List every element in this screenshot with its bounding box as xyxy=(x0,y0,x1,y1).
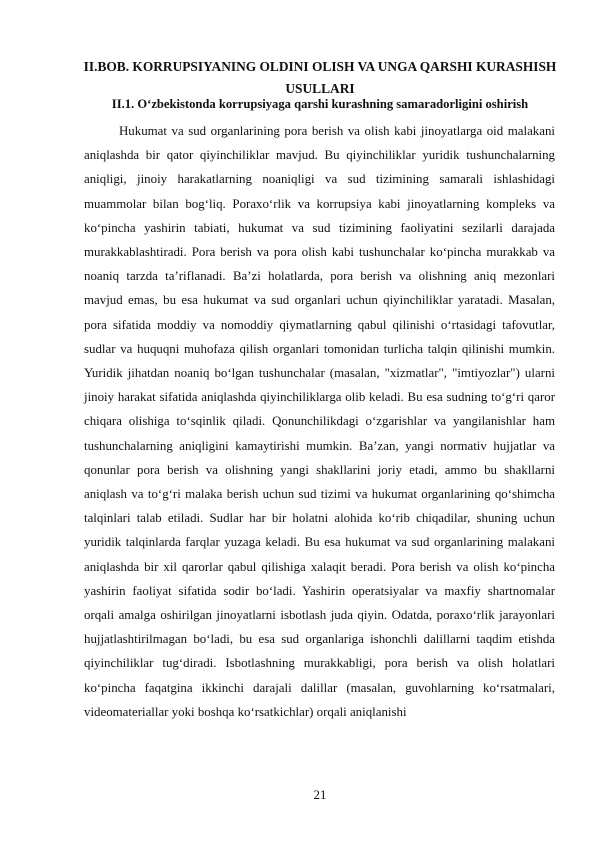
page-number: 21 xyxy=(313,788,327,802)
body-paragraph: Hukumat va sud organlarining pora berish va olish kabi jinoyatlarga oid malakani aniqlashda bir qator qiyinchiliklar mavjud. Bu qiyinchiliklar yuridik tushunchalarning aniqligi, jinoiy harakatlarning noaniqligi va sud tizimining samarali ishlashidagi muammolar bilan bog‘liq. Poraxo‘rlik va korrupsiya kabi jinoyatlarning kompleks va ko‘pincha yashirin tabiati, hukumat va sud tizimining faoliyatini sezilarli darajada murakkablashtiradi. Pora berish va pora olish kabi tushunchalar ko‘pincha murakkab va noaniq tarzda ta’riflanadi. Ba’zi holatlarda, pora berish va olishning aniq mezonlari mavjud emas, bu esa hukumat va sud organlari uchun qiyinchiliklar yaratadi. Masalan, pora sifatida moddiy va nomoddiy qiymatlarning qabul qilinishi o‘rtasidagi tafovutlar, sudlar va huquqni muhofaza qilish organlari tomonidan turlicha talqin qilinishi mumkin. Yuridik jihatdan noaniq bo‘lgan tushunchalar (masalan, "xizmatlar", "imtiyozlar") ularni jinoiy harakat sifatida aniqlashda qiyinchiliklarga olib keladi. Bu esa sudning to‘g‘ri qaror chiqara olishiga to‘sqinlik qiladi. Qonunchilikdagi o‘zgarishlar va yangilanishlar ham tushunchalarning aniqligini kamaytirishi mumkin. Ba’zan, yangi normativ hujjatlar va qonunlar pora berish va olishning yangi shakllarini joriy etadi, ammo bu shakllarni aniqlash va to‘g‘ri malaka berish uchun sud tizimi va hukumat organlarining qo‘shimcha talqinlari talab etiladi. Sudlar har bir holatni alohida ko‘rib chiqadilar, shuning uchun yuridik talqinlarda farqlar yuzaga keladi. Bu esa hukumat va sud organlarining malakani aniqlashda bir xil qarorlar qabul qilishiga xalaqit beradi. Pora berish va olish ko‘pincha yashirin faoliyat sifatida sodir bo‘ladi. Yashirin operatsiyalar va maxfiy shartnomalar orqali amalga oshirilgan jinoyatlarni isbotlash juda qiyin. Odatda, poraxo‘rlik jarayonlari hujjatlashtirilmagan bo‘ladi, bu esa sud organlariga ishonchli dalillarni taqdim etishda qiyinchiliklar tug‘diradi. Isbotlashning murakkabligi, pora berish va olish holatlari ko‘pincha faqatgina ikkinchi darajali dalillar (masalan, guvohlarning ko‘rsatmalari, videomateriallar yoki boshqa ko‘rsatkichlar) orqali aniqlanishi xyxy=(84,124,555,719)
section-title: II.1. O‘zbekistonda korrupsiyaga qarshi kurashning samaradorligini oshirish xyxy=(111,97,529,111)
chapter-title: II.BOB. KORRUPSIYANING OLDINI OLISH VA UNGA QARSHI KURASHISH USULLARI xyxy=(83,59,557,96)
